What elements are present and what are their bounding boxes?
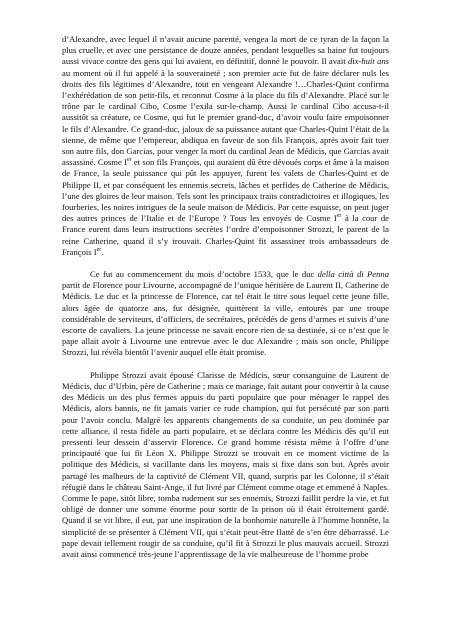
text-run: et son fils François, qui auraient dû être dévoués corps et âme à la maison de France, la seule puissance qui pût les appuyer, furent les valets de Charles-Quint et de Philippe II, et par conséquent les ennemis secrets, lâches et perfides de Catherine de Médicis, l’une des gloires de leur maison. Tels sont les principaux traits contradictoires et illogiques, les fourberies, les noires intrigues de la seule maison de Médicis. Par cette esquisse, on peut juger des autres princes de l’Italie et de l’Europe ? Tous les envoyés de Cosme I — [62, 157, 389, 224]
text-run: Ce fut au commencement du mois d’octobre 1533, que le duc — [90, 269, 318, 280]
text-run: . — [101, 246, 104, 257]
superscript-text: er — [336, 213, 342, 220]
superscript-text: er — [126, 157, 132, 164]
text-run: Philippe Strozzi avait épousé Clarisse de Médicis, sœur consanguine de Laurent de Médicis, duc d’Urbin, père de Catherine ; mais ce mariage, fait autant pour convertir à la cause des Médicis un des plus fermes appuis du parti populaire que pour ménager le rappel des Médicis, alors bannis, ne fit jamais varier ce rude champion, qui fut persécuté par son parti pour l’avoir conclu. Malgré les apparents changements de sa conduite, un peu dominée par cette alliance, il resta fidèle au parti populaire, et se déclara contre les Médicis dès qu’il eut pressenti leur dessein d’asservir Florence. Ce grand homme résista même à l’offre d’une principauté que lui fit Léon X. Philippe Strozzi se trouvait en ce moment victime de la politique des Médicis, si vacillante dans les moyens, mais si fixe dans son but. Après avoir partagé les malheurs de la captivité de Clément VII, quand, surpris par les Colonne, il s’était réfugié dans le château Saint-Ange, il fut livré par Clément comme otage et emmené à Naples. Comme le pape, sitôt libre, tomba rudement sur ses ennemis, Strozzi faillit perdre la vie, et fut obligé de donner une somme énorme pour sortir de la prison où il était étroitement gardé. Quand il se vit libre, il eut, par une inspiration de la bonhomie naturelle à l’homme honnête, la simplicité de se présenter à Clément VII, qui s’était peut-être flatté de s’en être débarrassé. Le pape devait tellement rougir de sa conduite, qu’il fit à Strozzi le plus mauvais accueil. Strozzi avait ainsi commencé très-jeune l’apprentissage de la vie malheureuse de l’homme probe — [62, 369, 389, 559]
superscript-text: er — [96, 247, 102, 253]
text-run: d’Alexandre, avec lequel il n’avait aucune parenté, vengea la mort de ce tyran de la façon la plus cruelle, et avec une persistance de douze années, pendant lesquelles sa haine fut toujours aussi vivace contre des gens qui lui avaient, en définitif, donné le pouvoir. Il avait — [62, 34, 389, 67]
body-text — [62, 34, 389, 560]
paragraph — [62, 34, 389, 258]
text-run: au moment où il fut appelé à la souveraineté ; son premier acte fut de faire déclarer nuls les droits des fils légitimes d’Alexandre, tout en vengeant Alexandre !…Charles-Quint confirma l’exhérédation de son petit-fils, et reconnut Cosme à la place du fils d’Alexandre. Placé sur le trône par le cardinal Cibo, Cosme l’exila sur-le-champ. Aussi le cardinal Cibo accusa-t-il aussitôt sa créature, ce Cosme, qui fut le premier grand-duc, d’avoir voulu faire empoisonner le fils d’Alexandre. Ce grand-duc, jaloux de sa puissance autant que Charles-Quint l’était de la sienne, de même que l’empereur, abdiqua en faveur de son fils François, après avoir fait tuer son autre fils, don Garcias, pour venger la mort du cardinal Jean de Médicis, que Garcias avait assassiné. Cosme I — [62, 67, 389, 168]
italic-text: dix-huit ans — [347, 56, 389, 67]
text-run: partit de Florence pour Livourne, accompagné de l’unique héritière de Laurent II, Catherine de Médicis. Le duc et la princesse de Florence, car tel était le titre sous lequel cette jeune fille, alors âgée de quatorze ans, fut désignée, quittèrent la ville, entourés par une troupe considérable de serviteurs, d’officiers, de secrétaires, précédés de gens d’armes et suivis d’une escorte de cavaliers. La jeune princesse ne savait encore rien de sa destinée, si ce n’est que le pape allait avoir à Livourne une entrevue avec le duc Alexandre ; mais son oncle, Philippe Strozzi, lui révéla bientôt l’avenir auquel elle était promise. — [62, 280, 389, 358]
italic-text: della città di Penna — [317, 269, 389, 280]
paragraph — [62, 269, 389, 359]
paragraph — [62, 370, 389, 560]
text-run: à la cour de France eurent dans leurs instructions secrètes l’ordre d’empoisonner Strozzi, le parent de la reine Catherine, quand il s’y trouvait. Charles-Quint fit assassiner trois ambassadeurs de François I — [62, 213, 389, 257]
